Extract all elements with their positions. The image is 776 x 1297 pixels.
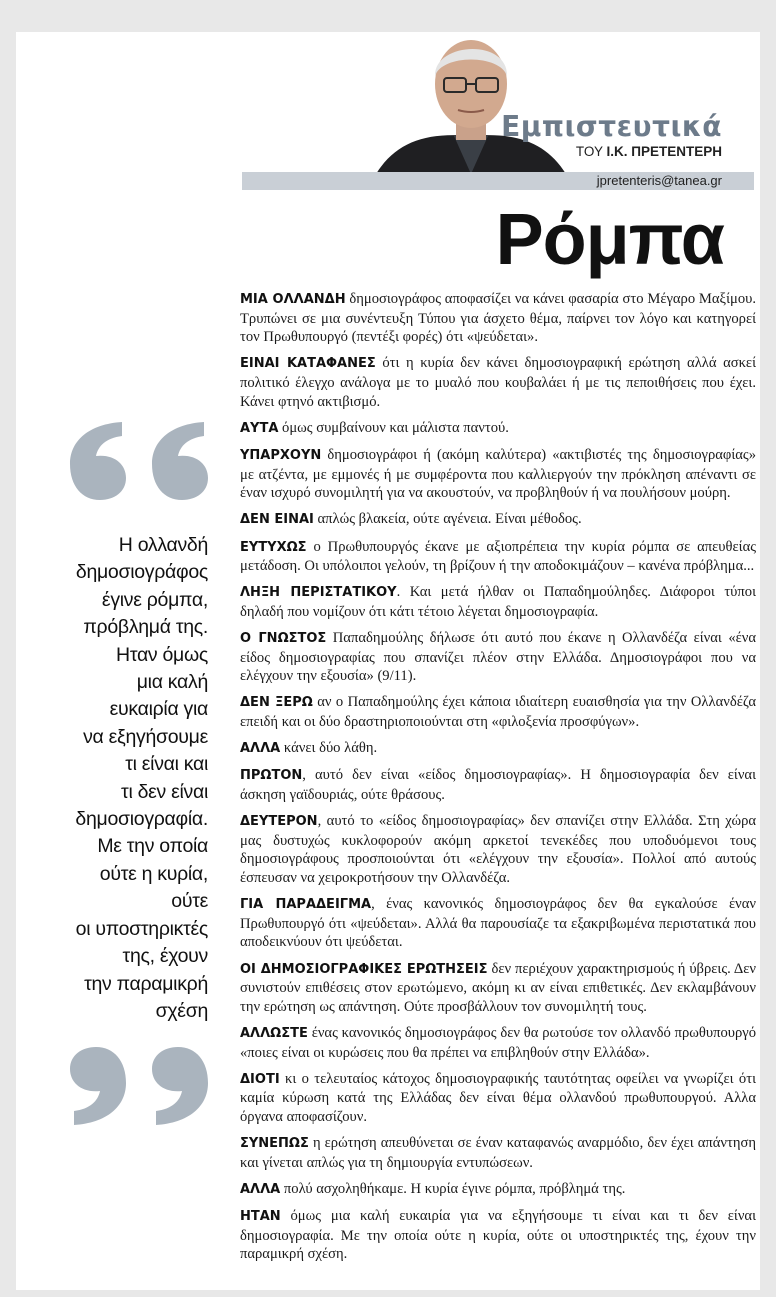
byline [576,144,722,159]
paragraph-lead: ΔΕΥΤΕΡΟΝ [240,814,318,830]
paragraph-lead: ΕΥΤΥΧΩΣ [240,539,307,555]
paragraph-lead: ΛΗΞΗ ΠΕΡΙΣΤΑΤΙΚΟΥ [240,585,397,601]
paragraph [240,960,756,1017]
paragraph-text: . Και μετά ήλθαν οι Παπαδημούληδες. Διάφοροι τύποι δηλαδή που νομίζουν ότι κάτι τέτοιο λέγεται δημοσιογραφία. [240,584,756,620]
paragraph-text: Παπαδημούλης δήλωσε ότι αυτό που έκανε η Ολλανδέζα είναι «ένα είδος δημοσιογραφίας που σπανίζει πλέον στην Ελλάδα. Δημοσιογράφοι που να ελέγχουν την εξουσία» (9/11). [240,630,756,685]
paragraph-lead: ΔΙΟΤΙ [240,1071,280,1087]
paragraph [240,812,756,887]
paragraph [240,1024,756,1062]
byline-prefix: ΤΟΥ [575,144,603,159]
paragraph [240,510,756,530]
paragraph-text: ένας κανονικός δημοσιογράφος δεν θα ρωτούσε τον ολλανδό πρωθυπουργό «ποιες είναι οι κυρώσεις που θα πρέπει να επιβληθούν στην Ελλάδα». [240,1024,756,1061]
pull-quote-line: Ηταν όμως [116,643,208,666]
pull-quote-line: ούτε [171,890,208,913]
paragraph-lead: ΓΙΑ ΠΑΡΑΔΕΙΓΜΑ [240,897,372,913]
paragraph [240,629,756,686]
paragraph [240,1134,756,1172]
close-quote-icon [60,1047,220,1127]
paragraph-lead: ΥΠΑΡΧΟΥΝ [240,447,322,463]
paragraph [240,1180,756,1200]
pull-quote-line: της, έχουν [122,945,208,968]
paragraph-lead: ΑΛΛΑ [240,741,281,757]
pull-quote-line: τι είναι και [125,753,208,776]
paragraph-text: , αυτό το «είδος δημοσιογραφίας» δεν σπανίζει στην Ελλάδα. Στη χώρα μας δυστυχώς κυκλοφορούν ακόμη αρκετοί τενεκέδες που υποδυόμενοι τους δημοσιογράφους προσποιούνται ότι «ελέγχουν την εξουσία». Πολλοί από αυτούς έσπευσαν να χειροκροτήσουν την Ολλανδέζα. [240,813,756,886]
paragraph [240,583,756,621]
paragraph-text: δημοσιογράφοι ή (ακόμη καλύτερα) «ακτιβιστές της δημοσιογραφίας» με ατζέντα, με εμμονές ή με συμφέροντα που καλλιεργούν την πρόκληση απέναντι σε έναν ισχυρό συνομιλητή για να ακουστούν, να προβληθούν ή να πουλήσουν μούρη. [240,446,756,502]
paragraph-lead: ΣΥΝΕΠΩΣ [240,1136,309,1152]
pull-quote-line: οι υποστηρικτές [75,917,208,940]
paragraph-lead: Ο ΓΝΩΣΤΟΣ [240,631,327,647]
paragraph [240,419,756,439]
paragraph [240,1070,756,1127]
paragraph-lead: ΗΤΑΝ [240,1209,281,1225]
paragraph-text: όμως συμβαίνουν και μάλιστα παντού. [278,419,509,436]
paragraph-lead: ΑΛΛΑ [240,1181,281,1197]
pull-quote-line: ούτε η κυρία, [99,862,208,885]
paragraph [240,354,756,411]
pull-quote-line: ευκαιρία για [109,698,208,721]
pull-quote [36,532,208,1025]
paragraph-lead: ΜΙΑ ΟΛΛΑΝΔΗ [240,292,346,307]
newspaper-page [16,32,760,1290]
paragraph-text: ότι η κυρία δεν κάνει δημοσιογραφική ερώτηση αλλά ασκεί πολιτικό έλεγχο ανάλογα με το μυαλό που κουβαλάει ή με τις πεποιθήσεις που έχει. Κάνει φτηνό ακτιβισμό. [240,355,756,410]
column-name: Εμπιστευτικά [501,110,722,143]
paragraph [240,766,756,804]
paragraph-text: κάνει δύο λάθη. [280,740,378,757]
pull-quote-line: σχέση [155,999,208,1022]
paragraph-text: δεν περιέχουν χαρακτηρισμούς ή ύβρεις. Δεν συνιστούν επιθέσεις στον ερωτώμενο, ακόμη κι αν είναι επιθετικές. Δεν εκλαμβάνουν την ερώτηση ως απάντηση. Ούτε προσβάλλουν τον συνομιλητή τους. [240,960,756,1015]
paragraph-lead: ΠΡΩΤΟΝ [240,768,303,784]
paragraph-lead: ΔΕΝ ΕΙΝΑΙ [240,512,314,528]
pull-quote-line: πρόβλημά της. [83,616,208,639]
paragraph-text: αν ο Παπαδημούλης έχει κάποια ιδιαίτερη ευαισθησία για την Ολλανδέζα επειδή και οι δύο δραστηριοποιούνται στη «φιλοξενία προσφύγων». [240,694,756,731]
paragraph-text: η ερώτηση απευθύνεται σε έναν καταφανώς αναρμόδιο, δεν έχει απάντηση και γίνεται απλώς για τη δημιουργία εντυπώσεων. [240,1135,756,1171]
paragraph [240,1207,756,1264]
paragraph-text: κι ο τελευταίος κάτοχος δημοσιογραφικής ταυτότητας οφείλει να γνωρίζει ότι καμία κύρωση κατά της Ελλάδας δεν είναι θέμα ολλανδού πρωθυπουργού. Αλλα όργανα αποφασίζουν. [240,1070,756,1125]
paragraph-text: ο Πρωθυπουργός έκανε με αξιοπρέπεια την κυρία ρόμπα σε απευθείας μετάδοση. Οι υπόλοιποι γελούν, τη βρίζουν ή την αποδοκιμάζουν – κανένα πρόβλημα... [240,538,756,575]
pull-quote-line: την παραμικρή [84,972,208,995]
paragraph [240,739,756,759]
pull-quote-line: τι δεν είναι [121,780,208,803]
open-quote-icon [60,420,220,500]
pull-quote-line: έγινε ρόμπα, [101,588,208,611]
paragraph [240,290,756,347]
author-email[interactable]: jpretenteris@tanea.gr [596,173,722,188]
paragraph [240,693,756,731]
paragraph [240,538,756,576]
paragraph-lead: ΑΥΤΑ [240,420,279,436]
paragraph-lead: ΟΙ ΔΗΜΟΣΙΟΓΡΑΦΙΚΕΣ ΕΡΩΤΗΣΕΙΣ [240,961,488,977]
pull-quote-line: μια καλή [136,671,208,694]
paragraph-lead: ΑΛΛΩΣΤΕ [240,1025,308,1041]
paragraph-text: δημοσιογράφος αποφασίζει να κάνει φασαρία στο Μέγαρο Μαξίμου. Τρυπώνει σε μια συνέντευξη Τύπου για άσχετο θέμα, παίρνει τον λόγο και κατηγορεί τον Πρωθυπουργό (πεντέξι φορές) ότι «ψεύδεται». [240,291,756,346]
paragraph-text: πολύ ασχοληθήκαμε. Η κυρία έγινε ρόμπα, πρόβλημά της. [280,1180,626,1197]
article-body [240,290,756,1271]
author-portrait [376,32,566,174]
byline-author: Ι.Κ. ΠΡΕΤΕΝΤΕΡΗ [606,144,722,159]
paragraph-text: απλώς βλακεία, ούτε αγένεια. Είναι μέθοδος. [313,511,582,528]
pull-quote-line: να εξηγήσουμε [83,725,208,748]
pull-quote-line: Με την οποία [97,835,208,858]
paragraph-lead: ΔΕΝ ΞΕΡΩ [240,695,313,711]
paragraph-lead: ΕΙΝΑΙ ΚΑΤΑΦΑΝΕΣ [240,356,376,372]
paragraph [240,446,756,503]
pull-quote-line: δημοσιογράφος [75,561,208,584]
pull-quote-line: δημοσιογραφία. [75,808,208,831]
paragraph-text: , αυτό δεν είναι «είδος δημοσιογραφίας». Η δημοσιογραφία δεν είναι άσκηση γαϊδουριάς, ούτε θράσους. [240,767,756,803]
pull-quote-line: Η ολλανδή [118,534,208,556]
paragraph [240,895,756,952]
article-title: Ρόμπα [495,200,724,280]
paragraph-text: όμως μια καλή ευκαιρία για να εξηγήσουμε τι είναι και τι δεν είναι δημοσιογραφία. Με την οποία ούτε η κυρία, ούτε οι υποστηρικτές της, έχουν την παραμικρή σχέση. [240,1208,756,1263]
paragraph-text: , ένας κανονικός δημοσιογράφος δεν θα εγκαλούσε έναν Πρωθυπουργό ότι «ψεύδεται». Αλλά θα παρουσίαζε τα εξακριβωμένα περιστατικά που αποδεικνύουν ότι ψεύδεται. [240,896,756,951]
